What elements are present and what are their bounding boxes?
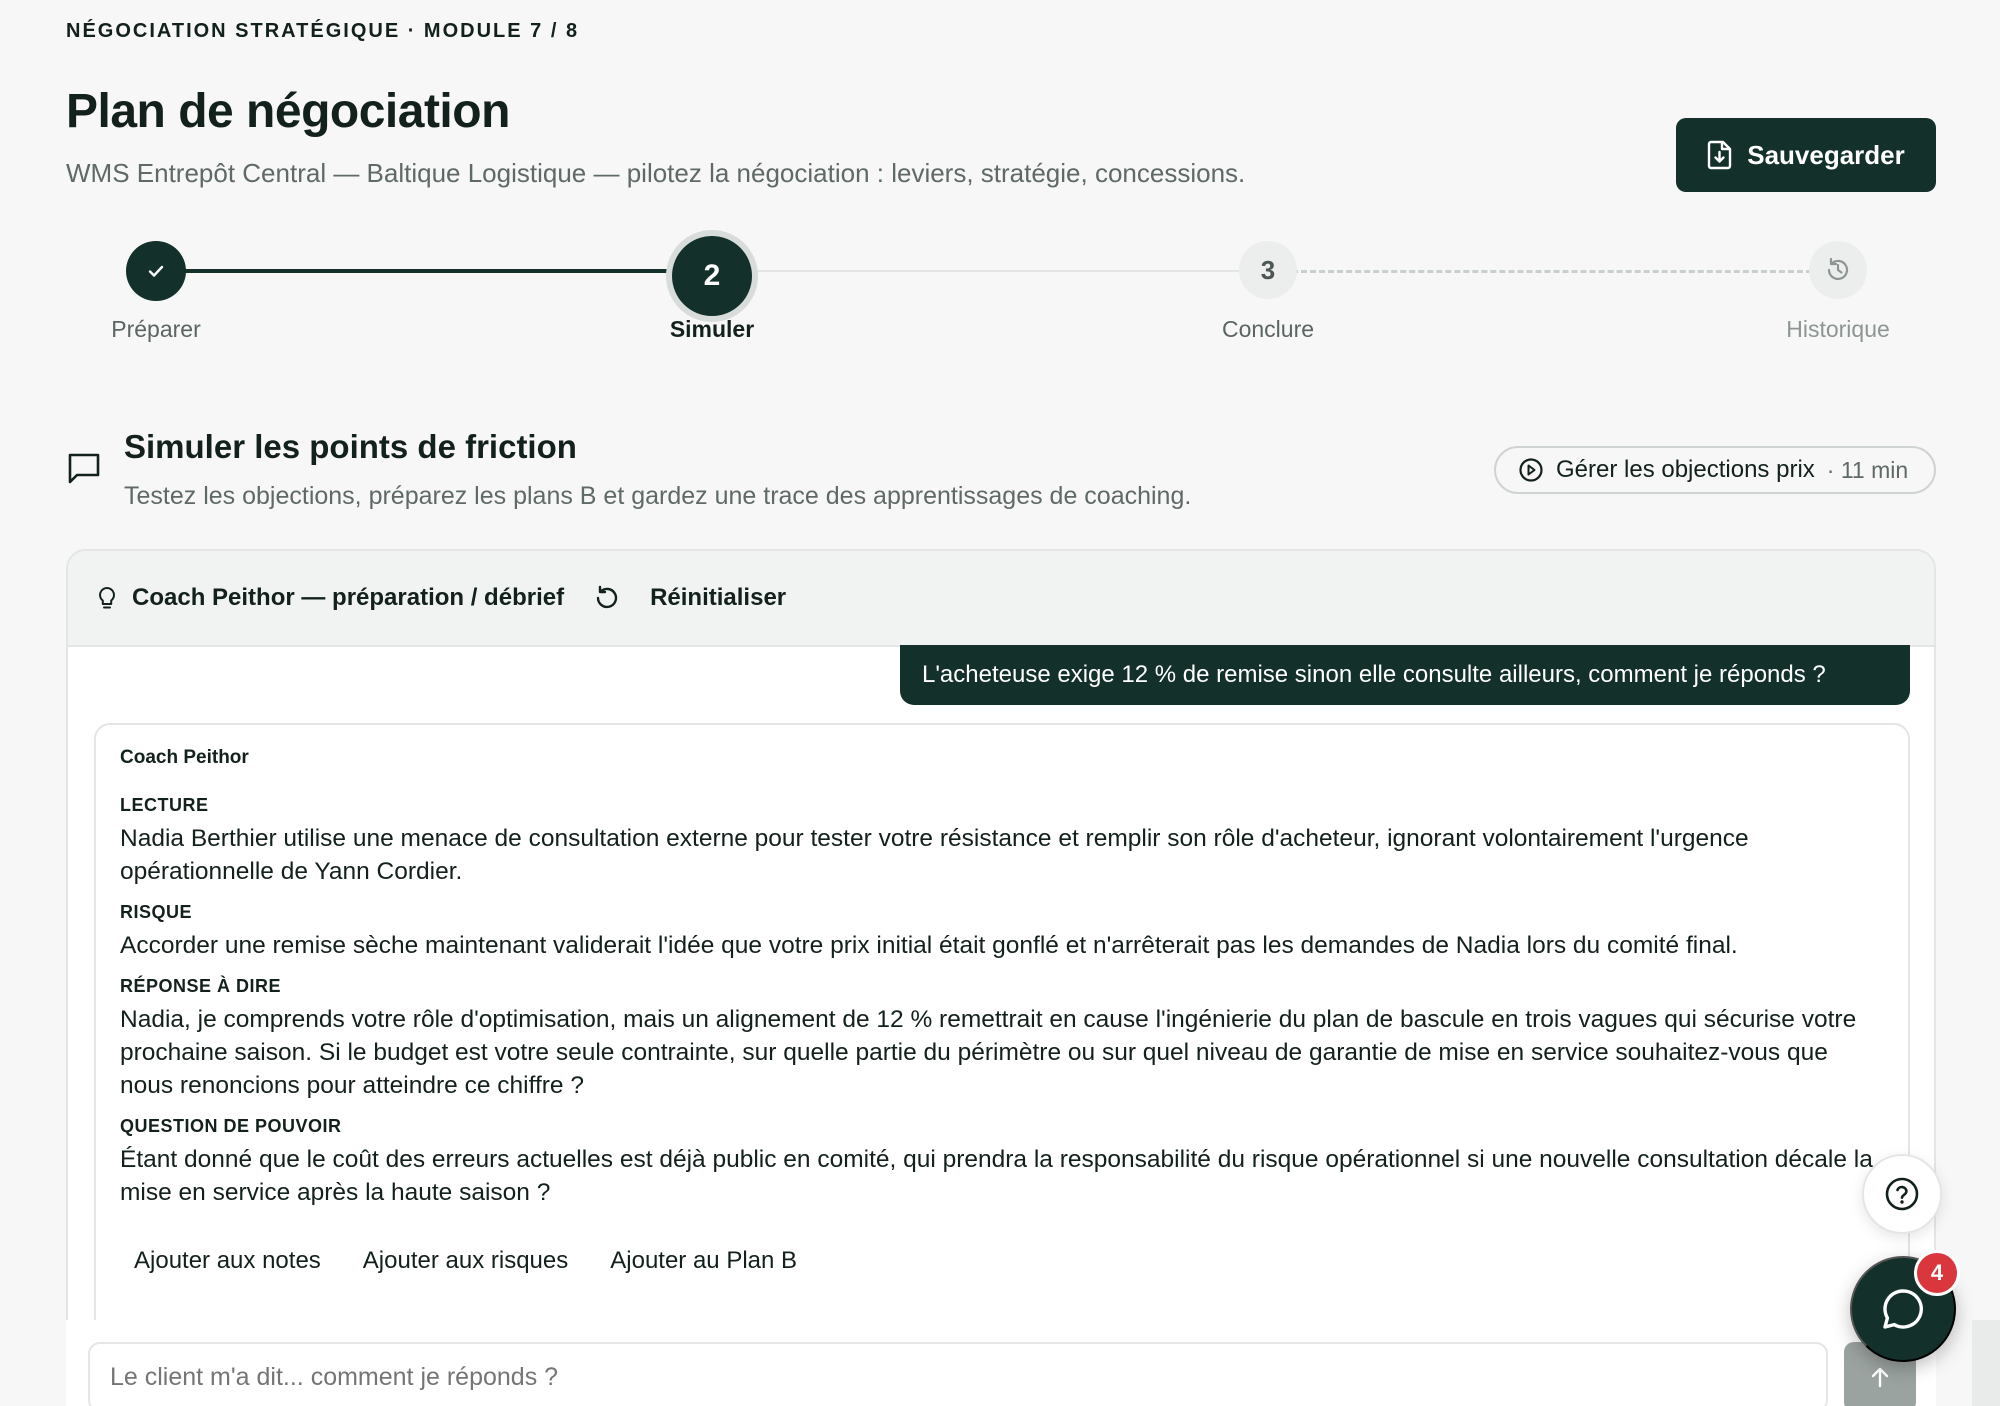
reset-button[interactable]: [592, 583, 786, 613]
chat-bubble-icon: [1878, 1284, 1928, 1334]
reply-label-reading: LECTURE: [120, 795, 209, 815]
step-conclude[interactable]: 3: [1239, 241, 1297, 299]
reply-text-power-question: Étant donné que le coût des erreurs actuelles est déjà public en comité, qui prendra la responsabilité du risque opérationnel si une nouvelle consultation décale la mise en service après la haute saison ?: [120, 1146, 1873, 1206]
page-subtitle: WMS Entrepôt Central — Baltique Logistique — pilotez la négociation : leviers, stratégie, concessions.: [66, 158, 1246, 188]
step-simulate[interactable]: 2: [672, 236, 752, 316]
coach-panel-title: Coach Peithor — préparation / débrief: [132, 584, 565, 611]
step-label-simulate: Simuler: [669, 316, 755, 342]
user-message-bubble: L'acheteuse exige 12 % de remise sinon elle consulte ailleurs, comment je réponds ?: [900, 645, 1910, 705]
lightbulb-icon: [96, 585, 118, 611]
message-square-icon: [66, 450, 102, 486]
reply-label-answer: RÉPONSE À DIRE: [120, 976, 282, 996]
price-objections-duration: · 11 min: [1826, 456, 1909, 483]
coach-panel: [66, 549, 1936, 1406]
page-title: Plan de négociation: [66, 85, 510, 138]
chat-notification-badge: 4: [1914, 1250, 1960, 1296]
section-title: Simuler les points de friction: [124, 428, 577, 465]
add-to-plan-b-button[interactable]: Ajouter au Plan B: [610, 1247, 798, 1274]
stepper-line-upcoming: [752, 270, 1240, 272]
reply-text-risk: Accorder une remise sèche maintenant validerait l'idée que votre prix initial était gonflé et n'arrêterait pas les demandes de Nadia lors du comité final.: [120, 932, 1738, 959]
reset-label: Réinitialiser: [650, 584, 787, 611]
section-subtitle: Testez les objections, préparez les plans B et gardez une trace des apprentissages de coaching.: [124, 482, 1192, 510]
reply-label-power-question: QUESTION DE POUVOIR: [120, 1116, 342, 1136]
price-objections-button[interactable]: [1494, 446, 1936, 494]
play-circle-icon: [1518, 457, 1544, 483]
progress-stepper: [0, 230, 2000, 350]
save-button-label: Sauvegarder: [1747, 139, 1905, 170]
check-icon: [145, 260, 167, 282]
help-button[interactable]: [1862, 1154, 1942, 1234]
reply-label-risk: RISQUE: [120, 902, 193, 922]
reply-author: Coach Peithor: [120, 747, 249, 768]
file-download-icon: [1707, 140, 1733, 170]
coach-reply-card: [94, 723, 1910, 1406]
reply-actions: [120, 1247, 1884, 1275]
price-objections-label: Gérer les objections prix: [1556, 456, 1815, 483]
step-label-conclude: Conclure: [1221, 316, 1315, 342]
rotate-ccw-icon: [592, 583, 622, 613]
message-input[interactable]: [88, 1342, 1828, 1406]
arrow-up-icon: [1868, 1364, 1892, 1390]
reply-text-reading: Nadia Berthier utilise une menace de consultation externe pour tester votre résistance et remplir son rôle d'acheteur, ignorant volontairement l'urgence opérationnelle de Yann Cordier.: [120, 825, 1749, 885]
stepper-line-completed: [156, 269, 712, 273]
add-to-notes-button[interactable]: Ajouter aux notes: [134, 1247, 321, 1274]
step-label-prepare: Préparer: [111, 316, 201, 342]
add-to-risks-button[interactable]: Ajouter aux risques: [362, 1247, 569, 1274]
coach-panel-header: [68, 551, 1934, 647]
step-history[interactable]: [1809, 241, 1867, 299]
module-eyebrow: NÉGOCIATION STRATÉGIQUE · MODULE 7 / 8: [66, 20, 580, 42]
step-prepare[interactable]: [126, 241, 186, 301]
history-icon: [1824, 256, 1852, 284]
step-label-history: Historique: [1786, 316, 1890, 342]
stepper-line-history: [1292, 270, 1812, 273]
reply-text-answer: Nadia, je comprends votre rôle d'optimisation, mais un alignement de 12 % remettrait en cause l'ingénierie du plan de bascule en trois vagues qui sécurise votre prochaine saison. Si le budget est votre seule contrainte, sur quelle partie du périmètre ou sur quel niveau de garantie de mise en service souhaitez-vous que nous renoncions pour atteindre ce chiffre ?: [120, 1006, 1857, 1099]
save-button[interactable]: [1676, 118, 1936, 192]
window-corner: [1972, 1320, 2000, 1406]
help-circle-icon: [1883, 1175, 1921, 1213]
